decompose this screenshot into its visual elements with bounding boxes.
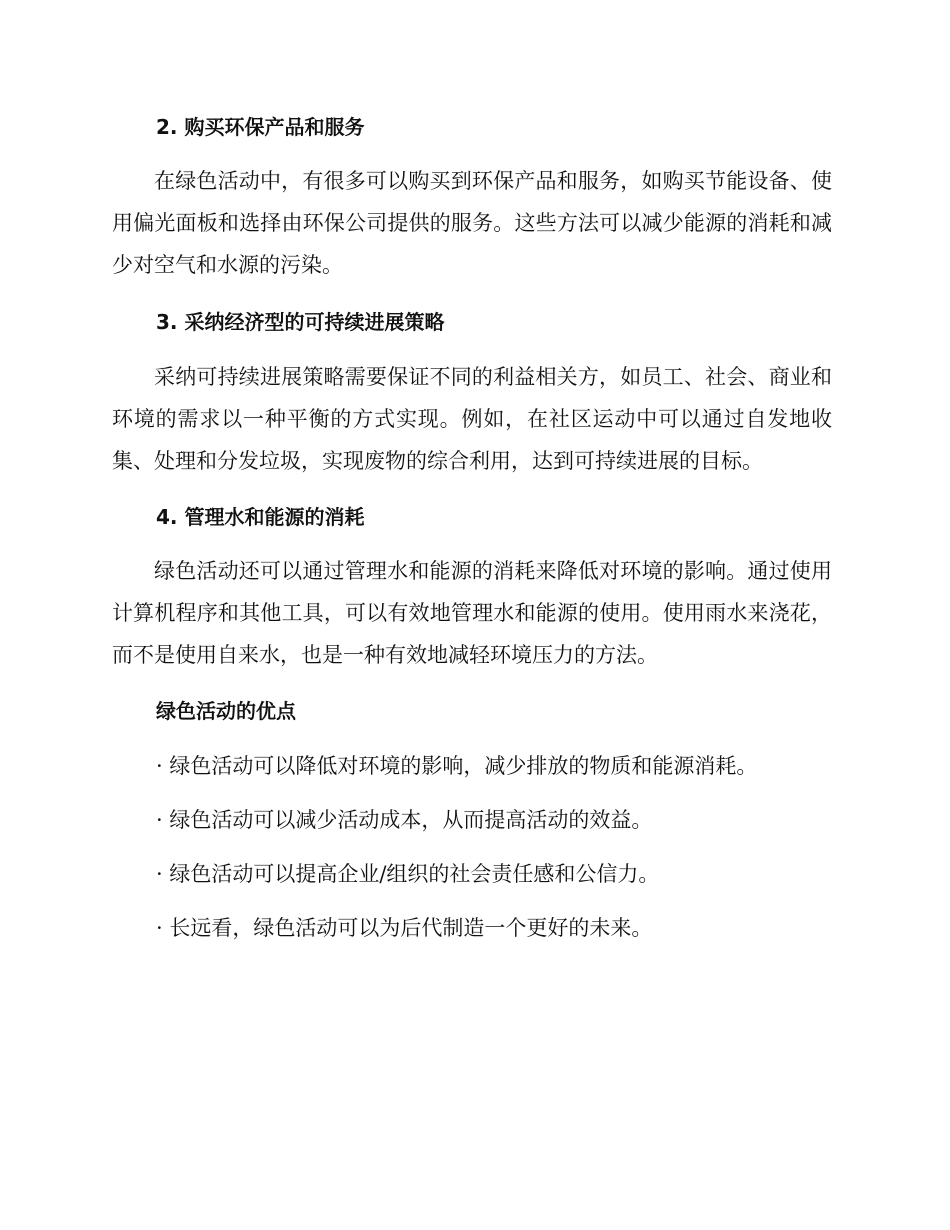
advantage-item: · 长远看，绿色活动可以为后代制造一个更好的未来。	[156, 916, 653, 940]
section-paragraph-2: 在绿色活动中，有很多可以购买到环保产品和服务，如购买节能设备、使用偏光面板和选择由环保公司提供的服务。这些方法可以减少能源的消耗和减少对空气和水源的污染。	[112, 169, 832, 277]
section-paragraph-3: 采纳可持续进展策略需要保证不同的利益相关方，如员工、社会、商业和环境的需求以一种平衡的方式实现。例如，在社区运动中可以通过自发地收集、处理和分发垃圾，实现废物的综合利用，达到可持续进展的目标。	[112, 365, 832, 473]
advantages-heading: 绿色活动的优点	[156, 699, 296, 723]
section-heading-2: 2. 购买环保产品和服务	[156, 115, 365, 139]
advantage-item: · 绿色活动可以降低对环境的影响，减少排放的物质和能源消耗。	[156, 754, 758, 778]
section-heading-3: 3. 采纳经济型的可持续进展策略	[156, 310, 445, 334]
advantage-item: · 绿色活动可以减少活动成本，从而提高活动的效益。	[156, 808, 653, 832]
advantage-item: · 绿色活动可以提高企业/组织的社会责任感和公信力。	[156, 862, 660, 886]
section-paragraph-4: 绿色活动还可以通过管理水和能源的消耗来降低对环境的影响。通过使用计算机程序和其他工具，可以有效地管理水和能源的使用。使用雨水来浇花，而不是使用自来水，也是一种有效地减轻环境压力的方法。	[112, 559, 832, 667]
section-heading-4: 4. 管理水和能源的消耗	[156, 505, 365, 529]
